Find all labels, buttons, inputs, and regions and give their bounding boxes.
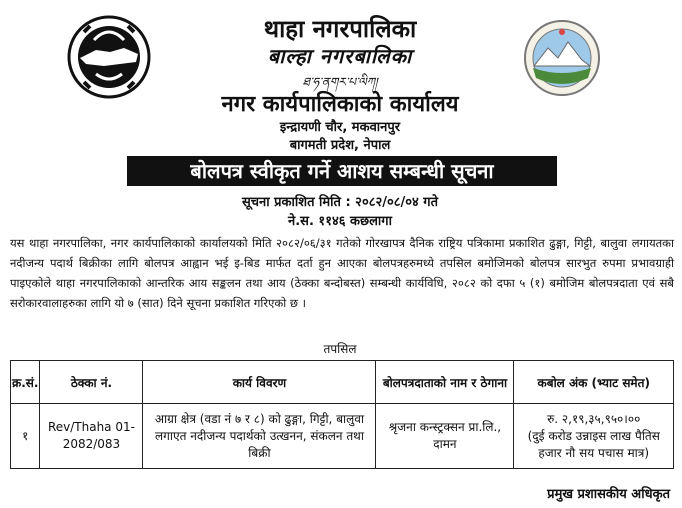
table-row (11, 404, 674, 469)
cell-bidder: श्रृजना कन्स्ट्रक्सन प्रा.लि., दामन (376, 404, 514, 469)
notice-title: बोलपत्र स्वीकृत गर्ने आशय सम्बन्धी सूचना (127, 156, 557, 186)
municipality-name-alt: बाल्हा नगरबालिका (267, 44, 413, 68)
reference-number: ने.स. ११४६ कछलागा (288, 214, 392, 229)
municipality-name: थाहा नगरपालिका (263, 15, 417, 43)
header-description: कार्य विवरण (143, 361, 376, 404)
table-header-row (11, 361, 674, 404)
letterhead (0, 0, 682, 153)
header-bidder: बोलपत्रदाताको नाम र ठेगाना (376, 361, 514, 404)
annex-label: तपसिल (323, 342, 357, 356)
header-amount: कबोल अंक (भ्याट समेत) (514, 361, 674, 404)
publish-date: सूचना प्रकाशित मिति : २०८२/०८/०४ गते (241, 195, 439, 210)
nepal-map-emblem-icon (66, 14, 152, 100)
tender-table (10, 360, 674, 469)
cell-contract-no: Rev/Thaha 01-2082/083 (40, 404, 143, 469)
signature-designation: प्रमुख प्रशासकीय अधिकृत (547, 487, 670, 502)
notice-body: यस थाहा नगरपालिका, नगर कार्यपालिकाको कार्यालयको मिति २०८२/०६/३१ गतेको गोरखापत्र दैनिक राष्ट्रिय पत्रिकामा प्रकाशित ढुङ्गा, गिट्टी, बालुवा लगायतका नदीजन्य पदार्थ बिक्रीका लागि बोलपत्र आह्वान भई इ-बिड मार्फत दर्ता हुन आएका बोलपत्रहरुमध्ये तपसिल बमोजिमको बोलपत्र सारभुत रुपमा प्रभावग्राही पाइएकोले थाहा नगरपालिकाको आन्तरिक आय सङ्कलन तथा आय (ठेक्का बन्दोबस्त) सम्बन्धी कार्यविधि, २०८२ को दफा ५ (१) बमोजिम बोलपत्रदाता एवं सबै सरोकारवालाहरुका लागि यो ७ (सात) दिने सूचना प्रकाशित गरिएको छ । (10, 236, 674, 310)
amount-words: (दुई करोड उन्नाइस लाख पैतिस हजार नौ सय पचास मात्र) (527, 428, 660, 460)
amount-figure: रु. २,१९,३५,९५०।०० (547, 411, 641, 426)
address-line-2: बागमती प्रदेश, नेपाल (289, 138, 391, 153)
office-name: नगर कार्यपालिकाको कार्यालय (221, 92, 459, 117)
address-line-1: इन्द्रायणी चौर, मकवानपुर (279, 120, 401, 135)
cell-description: आग्रा क्षेत्र (वडा नं ७ र ८) को ढुङ्गा, गिट्टी, बालुवा लगाएत नदीजन्य पदार्थको उत्खनन, संकलन तथा बिक्री (143, 404, 376, 469)
header-sn: क्र.सं. (11, 361, 40, 404)
cell-sn: १ (11, 404, 40, 469)
header-contract-no: ठेक्का नं. (40, 361, 143, 404)
municipality-name-script: ཐ་ཧ་ནགར་པ་ལིཀ། (302, 75, 378, 89)
municipality-seal-icon (522, 18, 602, 98)
cell-amount (514, 404, 674, 469)
